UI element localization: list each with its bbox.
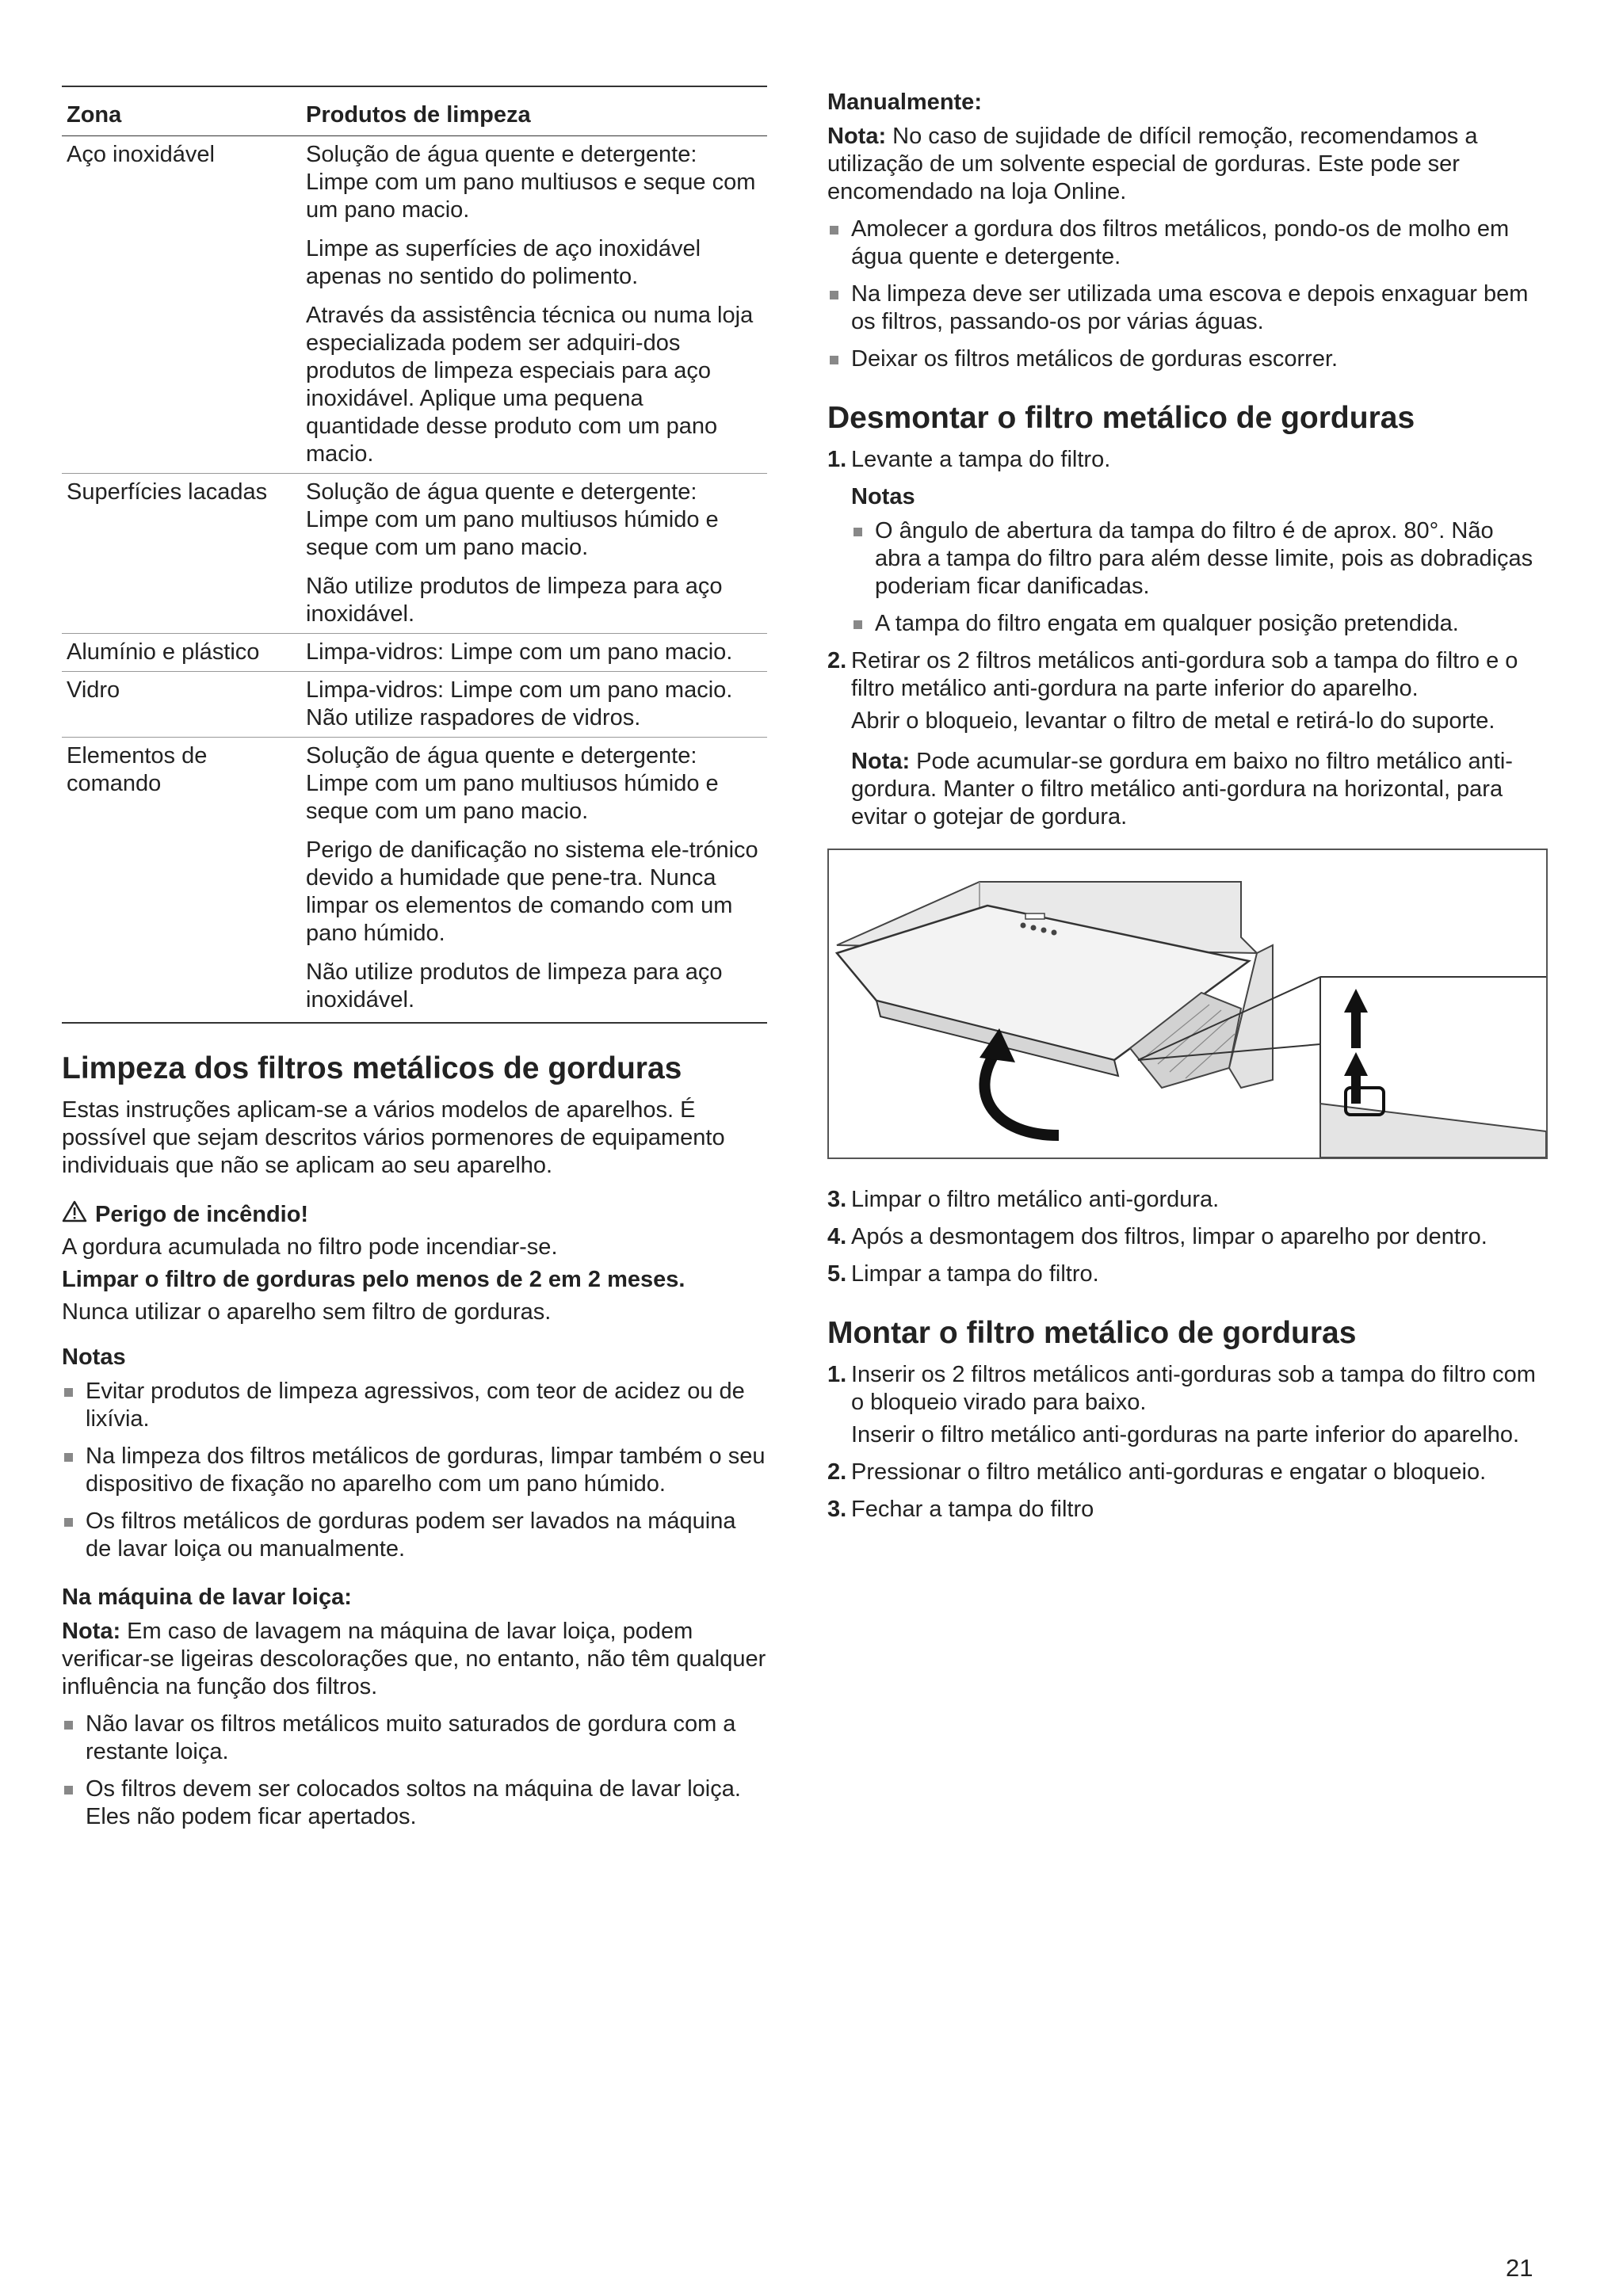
table-cell-produtos <box>301 474 767 634</box>
product-text: Através da assistência técnica ou numa loja especializada podem ser adquiri-dos produtos de limpeza especiais para aço inoxidável. Aplique uma pequena quantidade desse produto com um pano macio. <box>306 303 754 467</box>
step-item <box>827 647 1545 831</box>
list-item <box>851 517 1545 601</box>
bullet-icon <box>64 1721 73 1730</box>
product-text: Não utilize produtos de limpeza para aço inoxidável. <box>306 574 723 627</box>
right-column <box>827 89 1545 1533</box>
bullet-icon <box>854 620 862 629</box>
left-column <box>62 86 767 1840</box>
table-header-zona: Zona <box>62 86 301 136</box>
step-number: 5. <box>827 1261 847 1287</box>
list-item-text: Evitar produtos de limpeza agressivos, com teor de acidez ou de lixívia. <box>86 1379 745 1432</box>
warning-text: A gordura acumulada no filtro pode incendiar-se. <box>62 1234 558 1260</box>
step-item <box>827 1361 1545 1449</box>
step-number: 4. <box>827 1224 847 1249</box>
table-cell-produtos <box>301 672 767 738</box>
step-text: Levante a tampa do filtro. <box>851 447 1111 472</box>
step-note <box>851 748 1545 831</box>
warning-text: Nunca utilizar o aparelho sem filtro de gorduras. <box>62 1299 552 1325</box>
table-row <box>62 474 767 634</box>
bullet-icon <box>854 528 862 536</box>
list-item-text: A tampa do filtro engata em qualquer posição pretendida. <box>875 611 1459 636</box>
bullet-icon <box>64 1786 73 1794</box>
step-text: Pressionar o filtro metálico anti-gorduras e engatar o bloqueio. <box>851 1459 1487 1485</box>
page-number: 21 <box>1506 2254 1533 2282</box>
step-number: 1. <box>827 447 847 472</box>
step-text: Após a desmontagem dos filtros, limpar o aparelho por dentro. <box>851 1224 1487 1249</box>
step-item <box>827 446 1545 474</box>
list-item-text: O ângulo de abertura da tampa do filtro é de aprox. 80°. Não abra a tampa do filtro para além desse limite, pois as dobradiças poderiam ficar danificadas. <box>875 518 1533 599</box>
dishwasher-title: Na máquina de lavar loiça: <box>62 1585 352 1610</box>
disassembly-steps <box>827 1186 1545 1288</box>
table-cell-produtos <box>301 136 767 474</box>
section-title-desmontar: Desmontar o filtro metálico de gorduras <box>827 401 1415 435</box>
notes-list <box>62 1378 767 1563</box>
notes-list <box>851 517 1545 638</box>
list-item <box>827 280 1545 336</box>
manual-list <box>827 215 1545 373</box>
list-item <box>827 215 1545 271</box>
step-notes <box>827 483 1545 638</box>
list-item <box>62 1443 767 1498</box>
illustration-svg <box>829 850 1546 1158</box>
list-item-text: Na limpeza dos filtros metálicos de gorduras, limpar também o seu dispositivo de fixação no aparelho com um pano húmido. <box>86 1444 766 1497</box>
bullet-icon <box>830 356 838 364</box>
assembly-steps <box>827 1361 1545 1524</box>
bullet-icon <box>830 291 838 299</box>
product-text: Solução de água quente e detergente: Limpe com um pano multiusos e seque com um pano macio. <box>306 142 756 223</box>
step-text: Limpar o filtro metálico anti-gordura. <box>851 1187 1220 1212</box>
product-text: Limpe as superfícies de aço inoxidável apenas no sentido do polimento. <box>306 236 701 289</box>
table-row <box>62 634 767 672</box>
table-cell-zona: Elementos de comando <box>62 738 301 1024</box>
list-item-text: Os filtros devem ser colocados soltos na máquina de lavar loiça. Eles não podem ficar apertados. <box>86 1776 741 1829</box>
list-item <box>827 345 1545 373</box>
dishwasher-note <box>62 1618 767 1701</box>
list-item <box>62 1711 767 1766</box>
note-label: Nota: <box>851 749 911 774</box>
list-item-text: Os filtros metálicos de gorduras podem ser lavados na máquina de lavar loiça ou manualmente. <box>86 1508 736 1562</box>
table-row <box>62 738 767 1024</box>
step-number: 3. <box>827 1187 847 1212</box>
step-item <box>827 1459 1545 1486</box>
list-item <box>62 1775 767 1831</box>
list-item-text: Amolecer a gordura dos filtros metálicos, pondo-os de molho em água quente e detergente. <box>851 216 1510 269</box>
bullet-icon <box>830 226 838 235</box>
step-text: Limpar a tampa do filtro. <box>851 1261 1099 1287</box>
table-cell-produtos <box>301 738 767 1024</box>
note-text: Pode acumular-se gordura em baixo no filtro metálico anti-gordura. Manter o filtro metálico anti-gordura na horizontal, para evitar o gotejar de gordura. <box>851 749 1513 830</box>
step-item <box>827 1496 1545 1524</box>
warning-triangle-icon <box>62 1200 87 1229</box>
step-extra: Abrir o bloqueio, levantar o filtro de metal e retirá-lo do suporte. <box>851 708 1495 734</box>
step-text: Retirar os 2 filtros metálicos anti-gordura sob a tampa do filtro e o filtro metálico anti-gordura na parte inferior do aparelho. <box>851 648 1518 701</box>
note-text: No caso de sujidade de difícil remoção, recomendamos a utilização de um solvente especial de gorduras. Este pode ser encomendado na loja Online. <box>827 124 1478 204</box>
step-item <box>827 1186 1545 1214</box>
filter-removal-illustration <box>827 849 1548 1159</box>
step-extra: Inserir o filtro metálico anti-gorduras na parte inferior do aparelho. <box>851 1422 1520 1447</box>
list-item <box>62 1508 767 1563</box>
disassembly-steps <box>827 647 1545 831</box>
product-text: Limpa-vidros: Limpe com um pano macio. <box>306 639 733 665</box>
bullet-icon <box>64 1518 73 1527</box>
step-number: 1. <box>827 1362 847 1387</box>
product-text: Solução de água quente e detergente: Limpe com um pano multiusos húmido e seque com um pano macio. <box>306 479 719 560</box>
manual-title: Manualmente: <box>827 90 982 115</box>
table-header-produtos: Produtos de limpeza <box>301 86 767 136</box>
step-number: 2. <box>827 1459 847 1485</box>
product-text: Solução de água quente e detergente: Limpe com um pano multiusos húmido e seque com um pano macio. <box>306 743 719 824</box>
notes-title: Notas <box>62 1344 126 1370</box>
list-item-text: Na limpeza deve ser utilizada uma escova e depois enxaguar bem os filtros, passando-os por várias águas. <box>851 281 1529 334</box>
section-title-limpeza: Limpeza dos filtros metálicos de gorduras <box>62 1051 682 1085</box>
step-item <box>827 1223 1545 1251</box>
step-item <box>827 1261 1545 1288</box>
table-row <box>62 672 767 738</box>
manual-note <box>827 123 1545 206</box>
cleaning-table <box>62 86 767 1024</box>
table-cell-produtos <box>301 634 767 672</box>
list-item-text: Deixar os filtros metálicos de gorduras escorrer. <box>851 346 1338 372</box>
notes-title: Notas <box>851 484 915 509</box>
step-number: 3. <box>827 1497 847 1522</box>
note-label: Nota: <box>827 124 887 149</box>
step-number: 2. <box>827 648 847 673</box>
table-cell-zona: Superfícies lacadas <box>62 474 301 634</box>
bullet-icon <box>64 1453 73 1462</box>
list-item-text: Não lavar os filtros metálicos muito saturados de gordura com a restante loiça. <box>86 1711 736 1764</box>
note-label: Nota: <box>62 1619 121 1644</box>
section-title-montar: Montar o filtro metálico de gorduras <box>827 1316 1357 1350</box>
list-item <box>851 610 1545 638</box>
section-intro: Estas instruções aplicam-se a vários modelos de aparelhos. É possível que sejam descritos vários pormenores de equipamento individuais que não se aplicam ao seu aparelho. <box>62 1097 725 1178</box>
table-cell-zona: Aço inoxidável <box>62 136 301 474</box>
list-item <box>62 1378 767 1433</box>
dishwasher-list <box>62 1711 767 1831</box>
note-text: Em caso de lavagem na máquina de lavar loiça, podem verificar-se ligeiras descolorações que, no entanto, não têm qualquer influência na função dos filtros. <box>62 1619 766 1699</box>
table-row <box>62 136 767 474</box>
warning-title: Perigo de incêndio! <box>95 1201 309 1227</box>
table-cell-zona: Vidro <box>62 672 301 738</box>
product-text: Perigo de danificação no sistema ele-trónico devido a humidade que pene-tra. Nunca limpar os elementos de comando com um pano húmido. <box>306 837 758 946</box>
product-text: Limpa-vidros: Limpe com um pano macio. Não utilize raspadores de vidros. <box>306 677 733 730</box>
disassembly-steps <box>827 446 1545 474</box>
step-text: Inserir os 2 filtros metálicos anti-gorduras sob a tampa do filtro com o bloqueio virado para baixo. <box>851 1362 1536 1415</box>
product-text: Não utilize produtos de limpeza para aço inoxidável. <box>306 959 723 1013</box>
warning-text-bold: Limpar o filtro de gorduras pelo menos de 2 em 2 meses. <box>62 1267 685 1292</box>
table-cell-zona: Alumínio e plástico <box>62 634 301 672</box>
warning-heading <box>62 1200 767 1229</box>
bullet-icon <box>64 1388 73 1397</box>
step-text: Fechar a tampa do filtro <box>851 1497 1094 1522</box>
